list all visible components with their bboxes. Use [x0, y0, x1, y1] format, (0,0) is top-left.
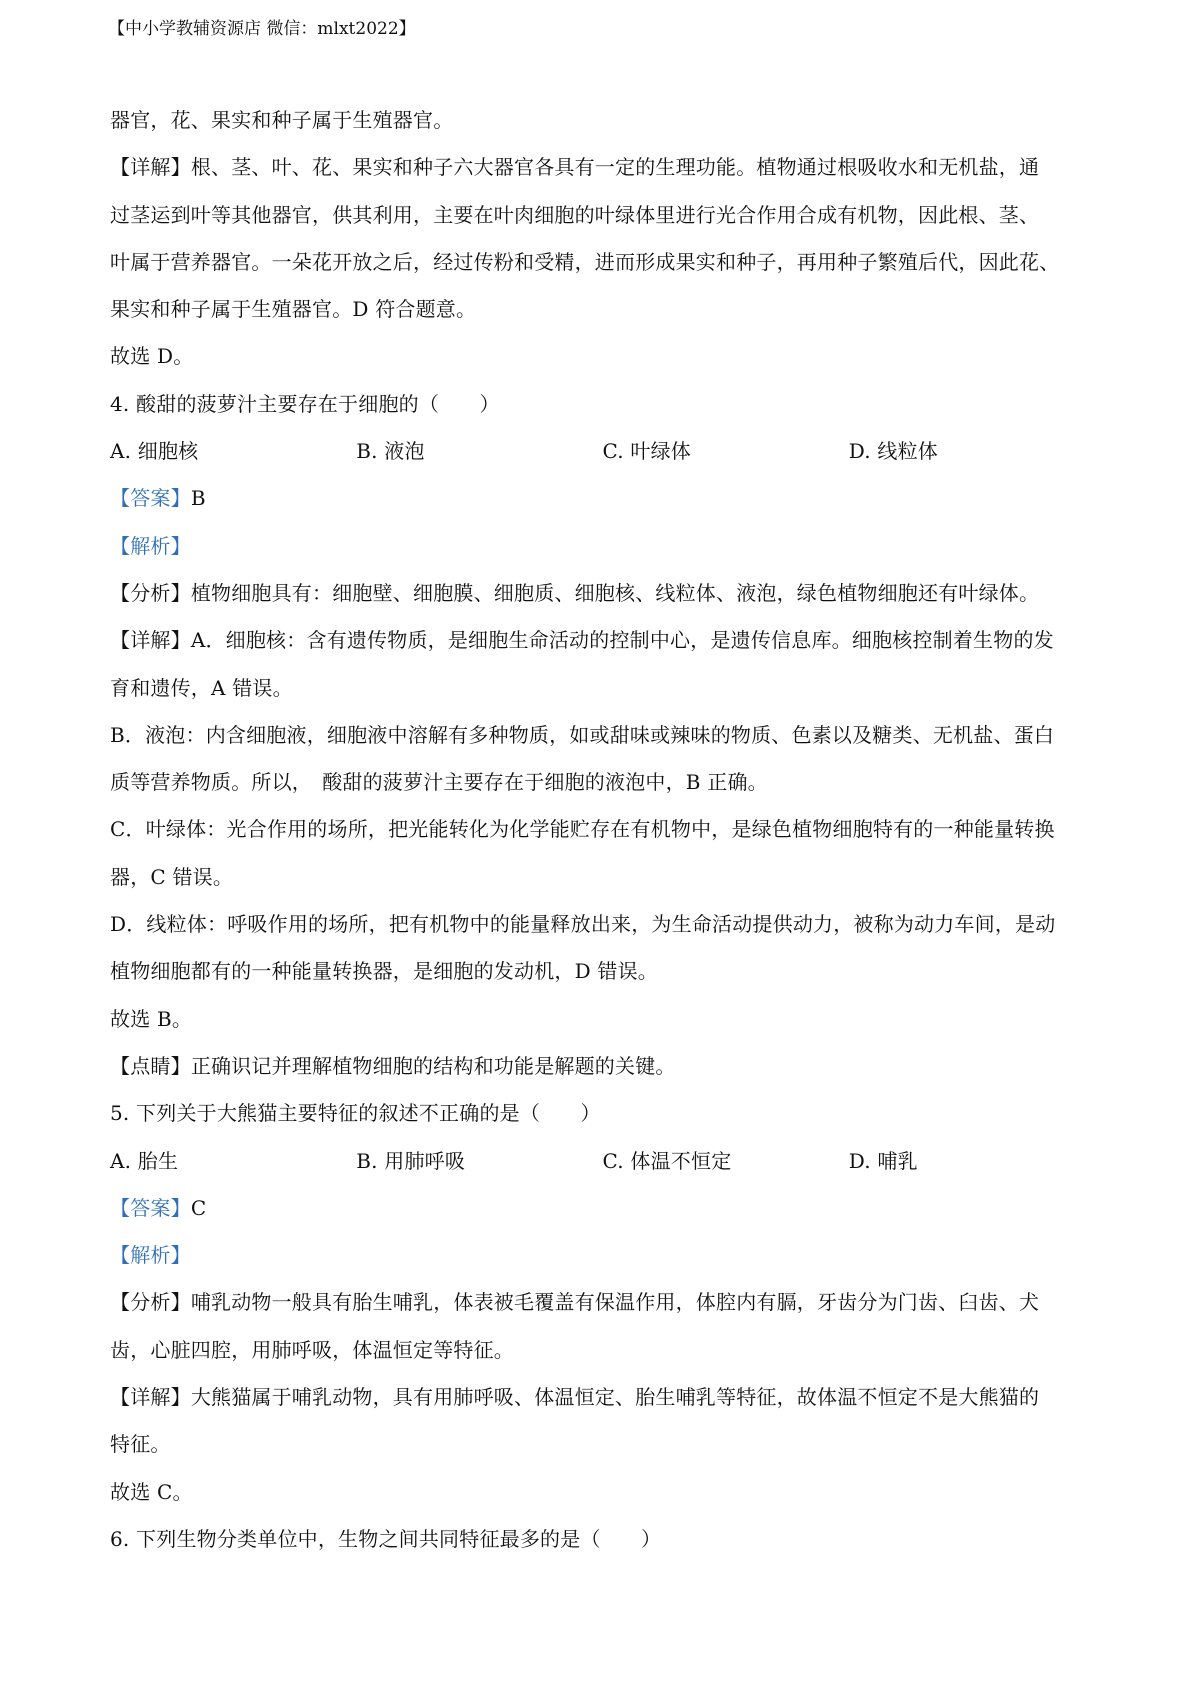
detail-text: A．细胞核：含有遗传物质，是细胞生命活动的控制中心，是遗传信息库。细胞核控制着生物的发 — [190, 628, 1054, 653]
q4-analysis-label: 【解析】 — [110, 533, 191, 558]
q4-options — [110, 428, 1095, 475]
q5-option-d: D. 哺乳 — [848, 1148, 918, 1173]
q5-options — [110, 1138, 1095, 1185]
q4-point — [110, 1043, 1095, 1090]
q3-detail-line: 叶属于营养器官。一朵花开放之后，经过传粉和受精，进而形成果实和种子，再用种子繁殖后代，因此花、 — [110, 249, 1060, 274]
q4-detail-line — [110, 617, 1095, 664]
q4-option-a: A. 细胞核 — [110, 439, 199, 464]
q4-option-d: D. 线粒体 — [848, 439, 938, 464]
q4-detail-line: 器，C 错误。 — [110, 864, 234, 889]
q4-option-c: C. 叶绿体 — [602, 439, 692, 464]
q4-option-b: B. 液泡 — [356, 439, 425, 464]
q5-option-a: A. 胎生 — [110, 1148, 179, 1173]
q5-stem: 5. 下列关于大熊猫主要特征的叙述不正确的是（ ） — [110, 1101, 601, 1126]
detail-label: 【详解】 — [110, 628, 191, 653]
answer-value: C — [190, 1195, 207, 1220]
q4-detail-line: D．线粒体：呼吸作用的场所，把有机物中的能量释放出来，为生命活动提供动力，被称为动力车间，是动 — [110, 912, 1056, 937]
q5-detail-line: 特征。 — [110, 1432, 171, 1457]
answer-value: B — [190, 486, 206, 511]
detail-label: 【详解】 — [110, 155, 191, 180]
q5-fenxi — [110, 1279, 1095, 1326]
q5-answer — [110, 1185, 1095, 1232]
fenxi-label: 【分析】 — [110, 580, 191, 605]
q5-option-c: C. 体温不恒定 — [602, 1148, 732, 1173]
q3-continuation: 器官，花、果实和种子属于生殖器官。 — [110, 108, 454, 132]
fenxi-label: 【分析】 — [110, 1290, 191, 1315]
point-text: 正确识记并理解植物细胞的结构和功能是解题的关键。 — [190, 1053, 676, 1078]
q5-choice: 故选 C。 — [110, 1479, 193, 1504]
page-header: 【中小学教辅资源店 微信：mlxt2022】 — [108, 19, 416, 39]
q4-choice: 故选 B。 — [110, 1006, 193, 1031]
q3-choice: 故选 D。 — [110, 344, 194, 369]
answer-label: 【答案】 — [110, 1195, 191, 1220]
fenxi-text: 植物细胞具有：细胞壁、细胞膜、细胞质、细胞核、线粒体、液泡，绿色植物细胞还有叶绿体。 — [190, 580, 1040, 605]
q6-stem: 6. 下列生物分类单位中，生物之间共同特征最多的是（ ） — [110, 1526, 662, 1551]
detail-text: 根、茎、叶、花、果实和种子六大器官各具有一定的生理功能。植物通过根吸收水和无机盐，通 — [190, 155, 1040, 180]
q3-detail-line: 过茎运到叶等其他器官，供其利用，主要在叶肉细胞的叶绿体里进行光合作用合成有机物，因此根、茎、 — [110, 202, 1040, 227]
q4-stem: 4. 酸甜的菠萝汁主要存在于细胞的（ ） — [110, 391, 500, 416]
q4-fenxi — [110, 570, 1095, 617]
q4-detail-line: 植物细胞都有的一种能量转换器，是细胞的发动机，D 错误。 — [110, 959, 658, 984]
q5-detail-line — [110, 1374, 1095, 1421]
q4-detail-line: C．叶绿体：光合作用的场所，把光能转化为化学能贮存在有机物中，是绿色植物细胞特有的一种能量转换 — [110, 817, 1055, 842]
answer-label: 【答案】 — [110, 486, 191, 511]
fenxi-text: 哺乳动物一般具有胎生哺乳，体表被毛覆盖有保温作用，体腔内有膈，牙齿分为门齿、臼齿、犬 — [190, 1290, 1040, 1315]
q3-detail-line: 果实和种子属于生殖器官。D 符合题意。 — [110, 297, 477, 322]
q3-detail-line — [110, 144, 1095, 191]
q4-detail-line: 质等营养物质。所以， 酸甜的菠萝汁主要存在于细胞的液泡中，B 正确。 — [110, 770, 768, 795]
q5-option-b: B. 用肺呼吸 — [356, 1148, 466, 1173]
q5-analysis-label: 【解析】 — [110, 1243, 191, 1268]
document-body — [110, 97, 1095, 1563]
q5-fenxi-line: 齿，心脏四腔，用肺呼吸，体温恒定等特征。 — [110, 1337, 514, 1362]
q4-detail-line: B．液泡：内含细胞液，细胞液中溶解有多种物质，如或甜味或辣味的物质、色素以及糖类、无机盐、蛋白 — [110, 722, 1055, 747]
detail-text: 大熊猫属于哺乳动物，具有用肺呼吸、体温恒定、胎生哺乳等特征，故体温不恒定不是大熊猫的 — [190, 1385, 1040, 1410]
q4-answer — [110, 475, 1095, 522]
detail-label: 【详解】 — [110, 1385, 191, 1410]
point-label: 【点睛】 — [110, 1053, 191, 1078]
q4-detail-line: 育和遗传，A 错误。 — [110, 675, 293, 700]
